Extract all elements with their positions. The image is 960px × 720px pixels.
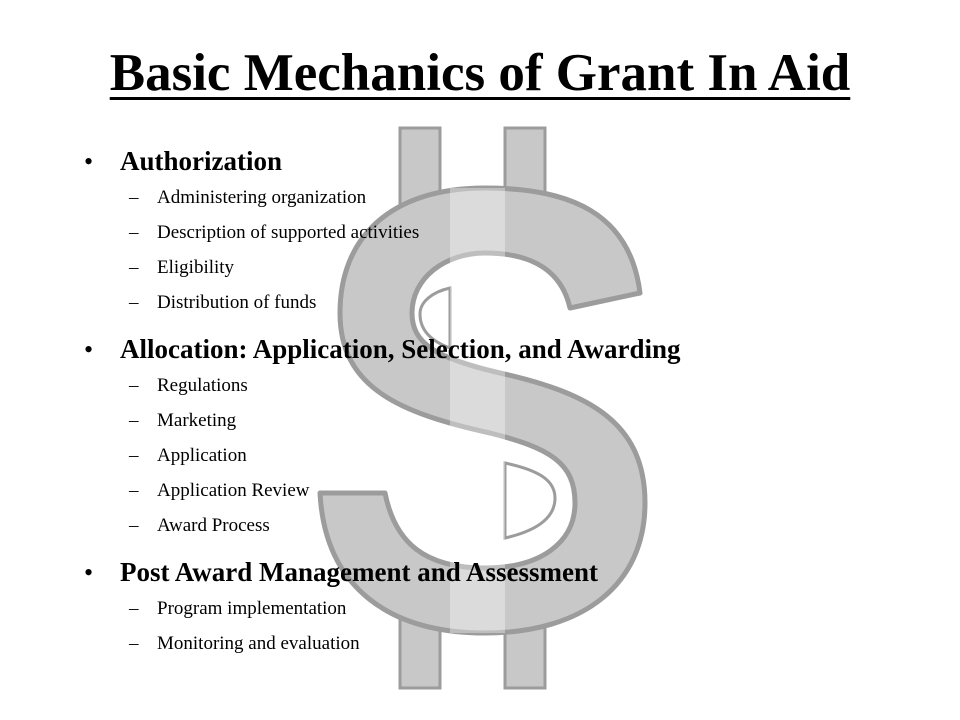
dash-icon: –	[129, 598, 139, 619]
list-item	[129, 285, 944, 320]
sub-list	[84, 368, 944, 543]
list-item-label: Program implementation	[157, 598, 347, 619]
list-item-label: Description of supported activities	[157, 222, 420, 243]
bullet-icon: •	[84, 147, 94, 176]
list-item	[129, 626, 944, 661]
list-item	[129, 591, 944, 626]
sub-list	[84, 180, 944, 320]
bullet-list	[84, 142, 944, 671]
dash-icon: –	[129, 480, 139, 501]
dash-icon: –	[129, 515, 139, 536]
section-allocation	[84, 330, 944, 543]
list-item	[129, 473, 944, 508]
list-item	[129, 215, 944, 250]
dash-icon: –	[129, 292, 139, 313]
list-item	[129, 403, 944, 438]
section-heading: Allocation: Application, Selection, and Awarding	[120, 334, 681, 364]
dash-icon: –	[129, 187, 139, 208]
list-item-label: Administering organization	[157, 187, 367, 208]
dash-icon: –	[129, 445, 139, 466]
dash-icon: –	[129, 375, 139, 396]
dash-icon: –	[129, 257, 139, 278]
section-authorization	[84, 142, 944, 320]
bullet-icon: •	[84, 335, 94, 364]
dash-icon: –	[129, 410, 139, 431]
list-item	[129, 438, 944, 473]
list-item-label: Marketing	[157, 410, 237, 431]
slide-title: Basic Mechanics of Grant In Aid	[109, 44, 851, 102]
section-heading: Post Award Management and Assessment	[120, 557, 598, 587]
dash-icon: –	[129, 633, 139, 654]
list-item	[129, 508, 944, 543]
list-item-label: Application Review	[157, 480, 310, 501]
sub-list	[84, 591, 944, 661]
section-heading: Authorization	[120, 146, 282, 176]
list-item-label: Monitoring and evaluation	[157, 633, 360, 654]
list-item-label: Award Process	[157, 515, 270, 536]
bullet-icon: •	[84, 558, 94, 587]
list-item-label: Distribution of funds	[157, 292, 317, 313]
list-item	[129, 250, 944, 285]
list-item	[129, 180, 944, 215]
list-item	[129, 368, 944, 403]
list-item-label: Regulations	[157, 375, 248, 396]
dash-icon: –	[129, 222, 139, 243]
list-item-label: Application	[157, 445, 247, 466]
section-post-award	[84, 553, 944, 661]
list-item-label: Eligibility	[157, 257, 235, 278]
